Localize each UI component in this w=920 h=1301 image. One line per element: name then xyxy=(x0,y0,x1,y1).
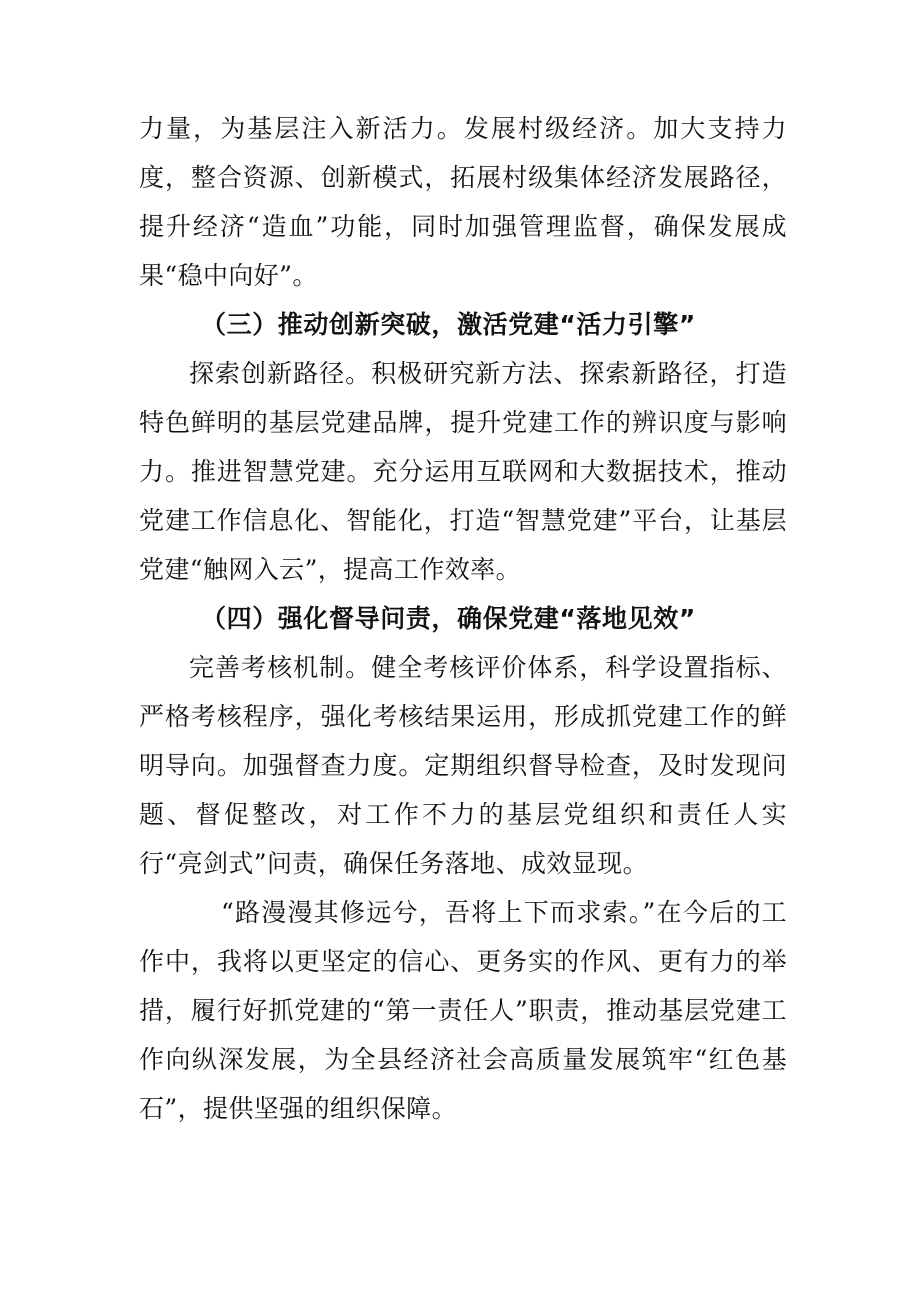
section-heading-four: （四）强化督导问责，确保党建“落地见效” xyxy=(201,604,696,633)
paragraph-innovation: 探索创新路径。积极研究新方法、探索新路径，打造特色鲜明的基层党建品牌，提升党建工作的辨识度与影响力。推进智慧党建。充分运用互联网和大数据技术，推动党建工作信息化、智能化，打造“智慧党建”平台，让基层党建“触网入云”，提高工作效率。 xyxy=(139,359,787,584)
paragraph-supervision: 完善考核机制。健全考核评价体系，科学设置指标、严格考核程序，强化考核结果运用，形成抓党建工作的鲜明导向。加强督查力度。定期组织督导检查，及时发现问题、督促整改，对工作不力的基层党组织和责任人实行“亮剑式”问责，确保任务落地、成效显现。 xyxy=(139,653,787,878)
document-body xyxy=(139,104,787,1133)
section-heading-three: （三）推动创新突破，激活党建“活力引擎” xyxy=(201,310,696,339)
paragraph-continuation: 力量，为基层注入新活力。发展村级经济。加大支持力度，整合资源、创新模式，拓展村级集体经济发展路径，提升经济“造血”功能，同时加强管理监督，确保发展成果“稳中向好”。 xyxy=(139,114,787,290)
paragraph-conclusion: “路漫漫其修远兮，吾将上下而求索。”在今后的工作中，我将以更坚定的信心、更务实的作风、更有力的举措，履行好抓党建的“第一责任人”职责，推动基层党建工作向纵深发展，为全县经济社会高质量发展筑牢“红色基石”，提供坚强的组织保障。 xyxy=(139,898,787,1123)
